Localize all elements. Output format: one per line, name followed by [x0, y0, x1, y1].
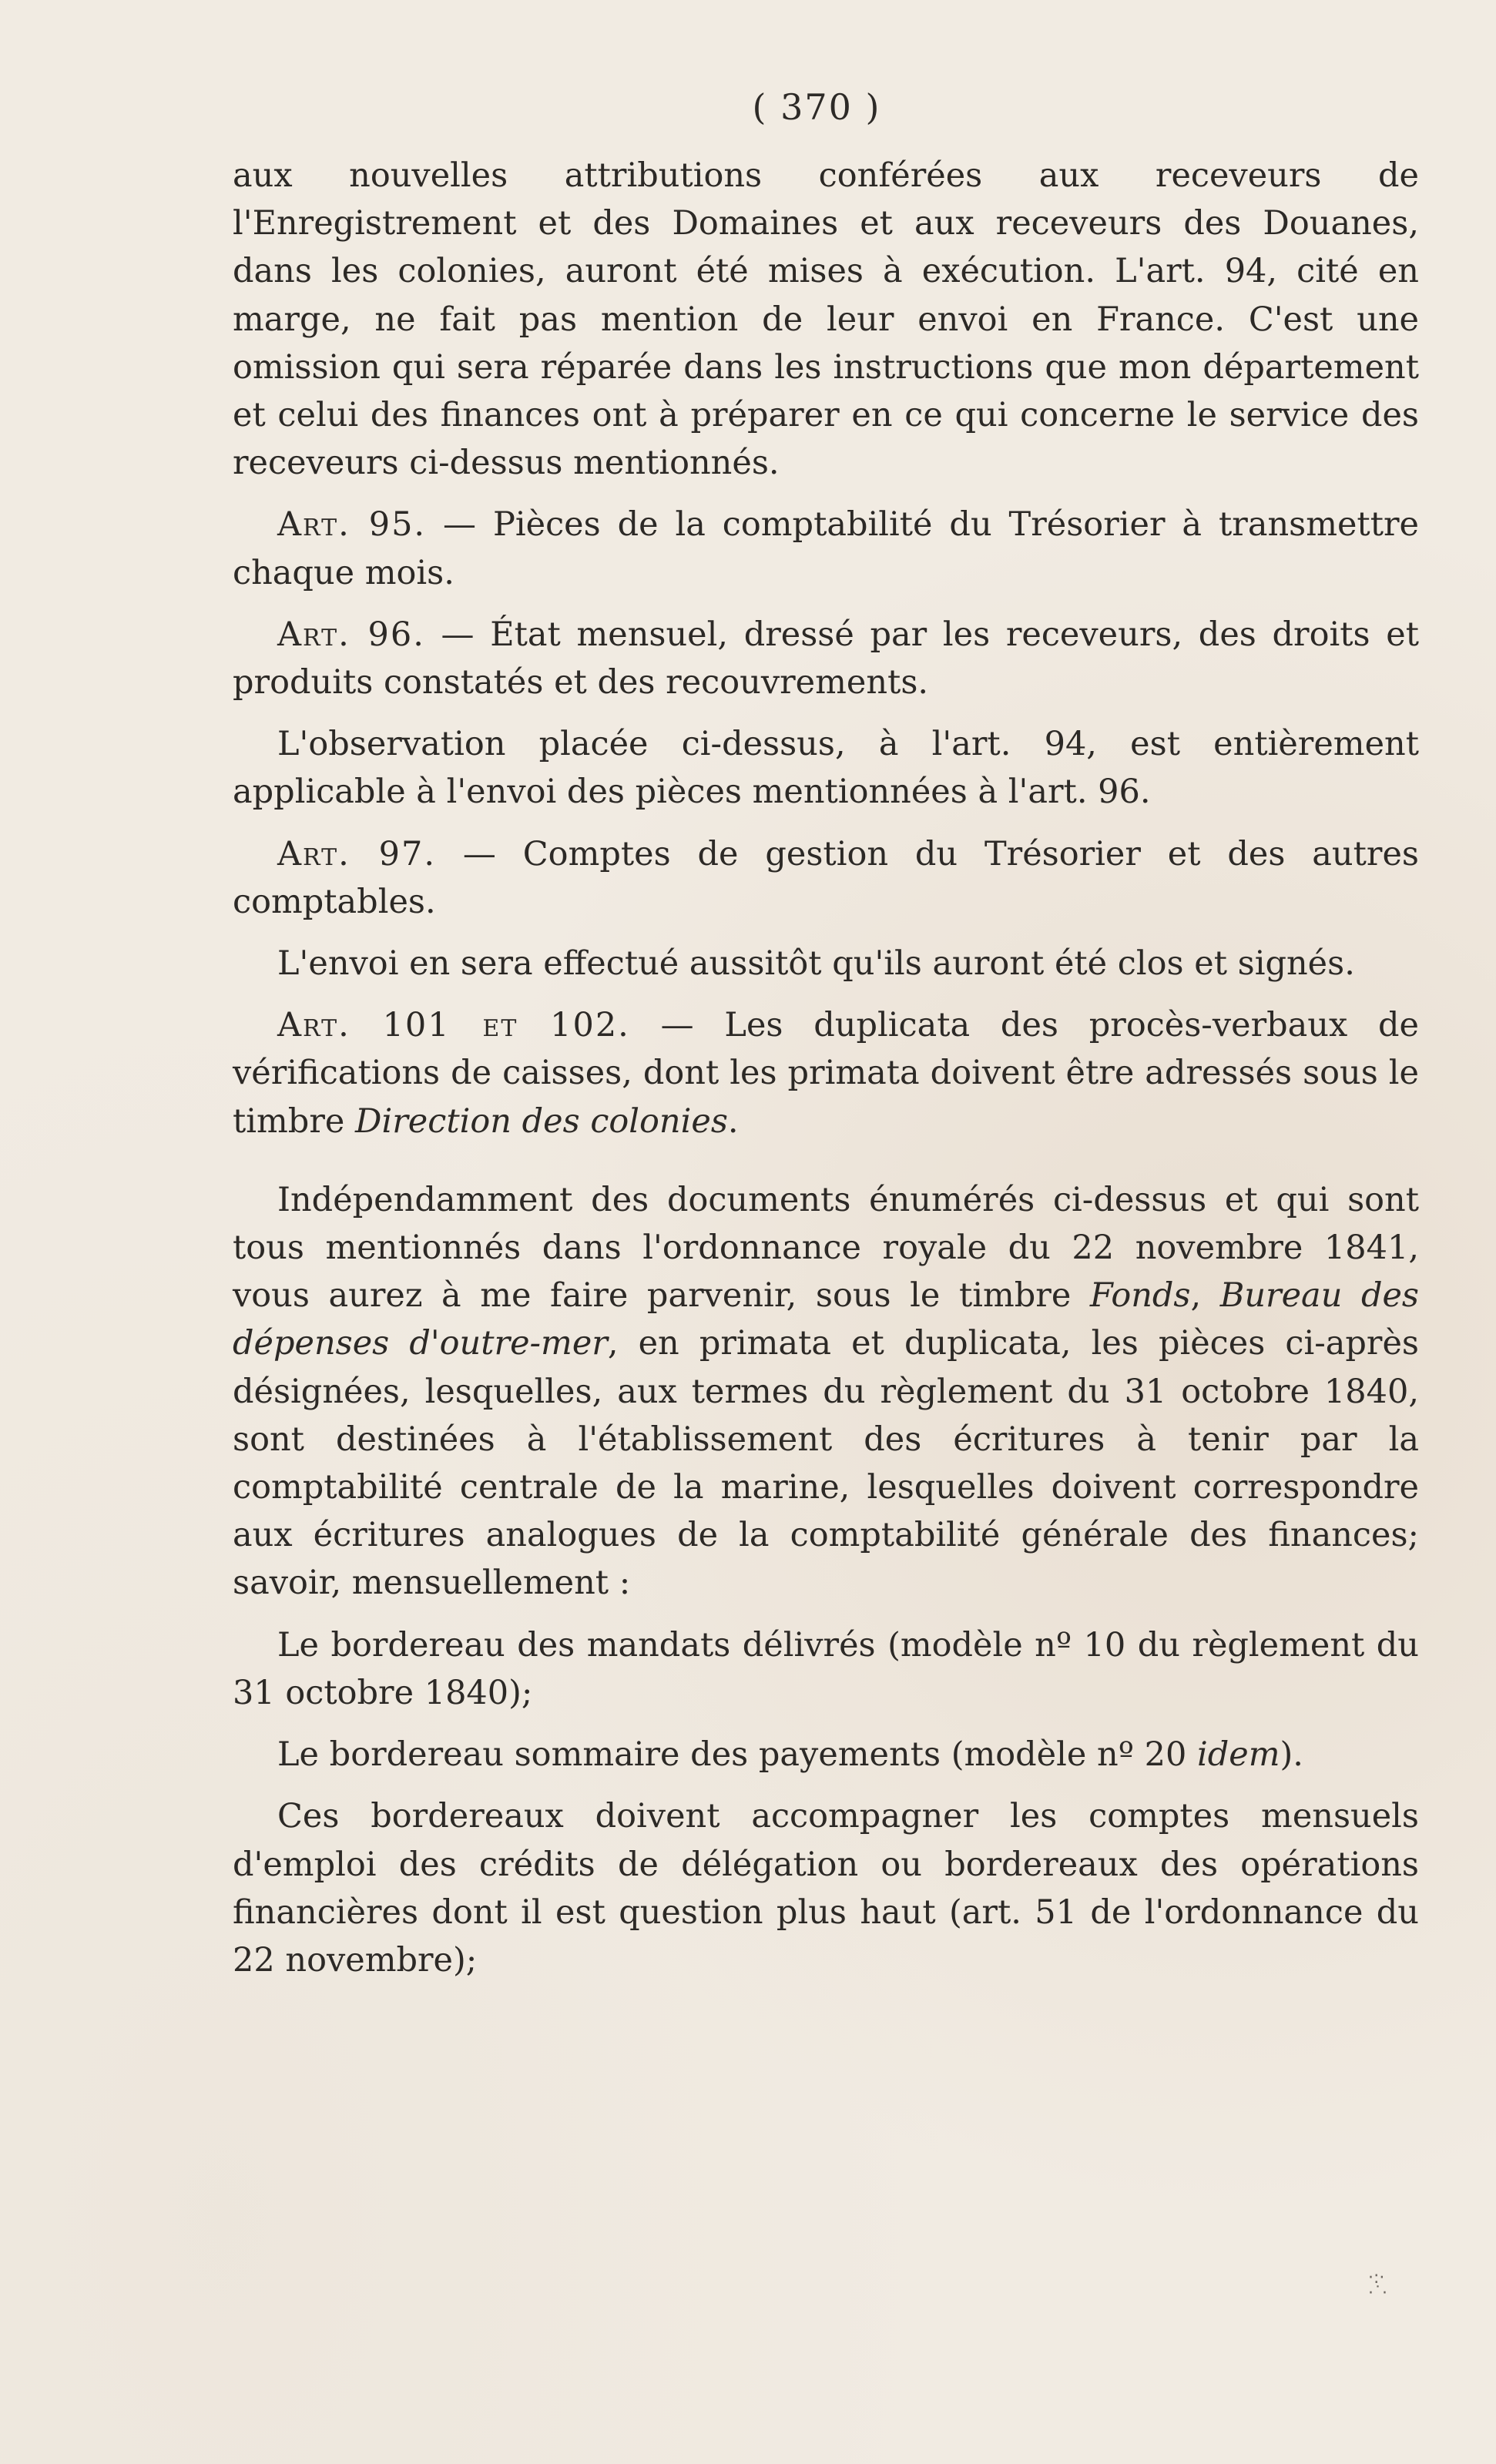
- body-text: [233, 152, 1419, 1998]
- paragraph-text-end: ).: [1280, 1735, 1303, 1775]
- article-label: Art. 97.: [277, 834, 437, 873]
- paragraph-art-96: [233, 611, 1419, 706]
- article-text: — Les duplicata des procès-verbaux de vérifications de caisses, dont les primata doivent être adressés sous le timbre: [233, 1006, 1419, 1141]
- paragraph-independamment: [233, 1176, 1419, 1607]
- timbre-direction: Direction des colonies: [355, 1101, 728, 1141]
- article-label: Art. 96.: [277, 615, 425, 654]
- timbre-fonds: Fonds: [1089, 1276, 1191, 1316]
- paragraph-text: Le bordereau sommaire des payements (modèle nº 20: [277, 1735, 1197, 1775]
- paragraph-continuation: aux nouvelles attributions conférées aux receveurs de l'Enregistrement et des Domaines et aux receveurs des Douanes, dans les colonies, auront été mises à exécution. L'art. 94, cité en marge, ne fait pas mention de leur envoi en France. C'est une omission qui sera réparée dans les instructions que mon département et celui des finances ont à préparer en ce qui concerne le service des receveurs ci-dessus mentionnés.: [233, 156, 1419, 483]
- paragraph-art-97: [233, 830, 1419, 926]
- article-text: — Pièces de la comptabilité du Trésorier à transmettre chaque mois.: [233, 505, 1419, 592]
- paragraph-ces-bordereaux: Ces bordereaux doivent accompagner les comptes mensuels d'emploi des crédits de délégation ou bordereaux des opérations financières dont il est question plus haut (art. 51 de l'ordonnance du 22 novembre);: [233, 1797, 1419, 1980]
- paper-speck: ·:· ·˙·: [1368, 2268, 1387, 2303]
- article-label: Art. 95.: [277, 505, 427, 545]
- article-text: — Comptes de gestion du Trésorier et des autres comptables.: [233, 834, 1419, 921]
- page-number: ( 370 ): [752, 86, 881, 128]
- idem-italic: idem: [1196, 1735, 1280, 1775]
- paragraph-envoi: L'envoi en sera effectué aussitôt qu'ils auront été clos et signés.: [277, 944, 1355, 984]
- paragraph-observation: L'observation placée ci-dessus, à l'art. 94, est entièrement applicable à l'envoi des pièces mentionnées à l'art. 96.: [233, 725, 1419, 812]
- article-label: Art. 101 et 102.: [277, 1006, 630, 1045]
- paragraph-art-95: [233, 501, 1419, 596]
- article-text-end: .: [727, 1101, 739, 1141]
- paragraph-text-end: , en primata et duplicata, les pièces ci-après désignées, lesquelles, aux termes du règlement du 31 octobre 1840, sont destinées à l'établissement des écritures à tenir par la comptabilité centrale de la marine, lesquelles doivent correspondre aux écritures analogues de la comptabilité générale des finances; savoir, mensuellement :: [233, 1324, 1419, 1603]
- article-text: — État mensuel, dressé par les receveurs, des droits et produits constatés et des recouvrements.: [233, 615, 1419, 702]
- separator: ,: [1190, 1276, 1220, 1316]
- paragraph-bordereau-mandats: Le bordereau des mandats délivrés (modèle nº 10 du règlement du 31 octobre 1840);: [233, 1625, 1419, 1712]
- timbre-bureau: Bureau des dépenses d'outre-mer: [233, 1276, 1419, 1363]
- paragraph-art-101-102: [233, 1001, 1419, 1145]
- paragraph-text: Indépendamment des documents énumérés ci-dessus et qui sont tous mentionnés dans l'ordonnance royale du 22 novembre 1841, vous aurez à me faire parvenir, sous le timbre: [233, 1180, 1419, 1316]
- paragraph-bordereau-sommaire: [233, 1731, 1419, 1778]
